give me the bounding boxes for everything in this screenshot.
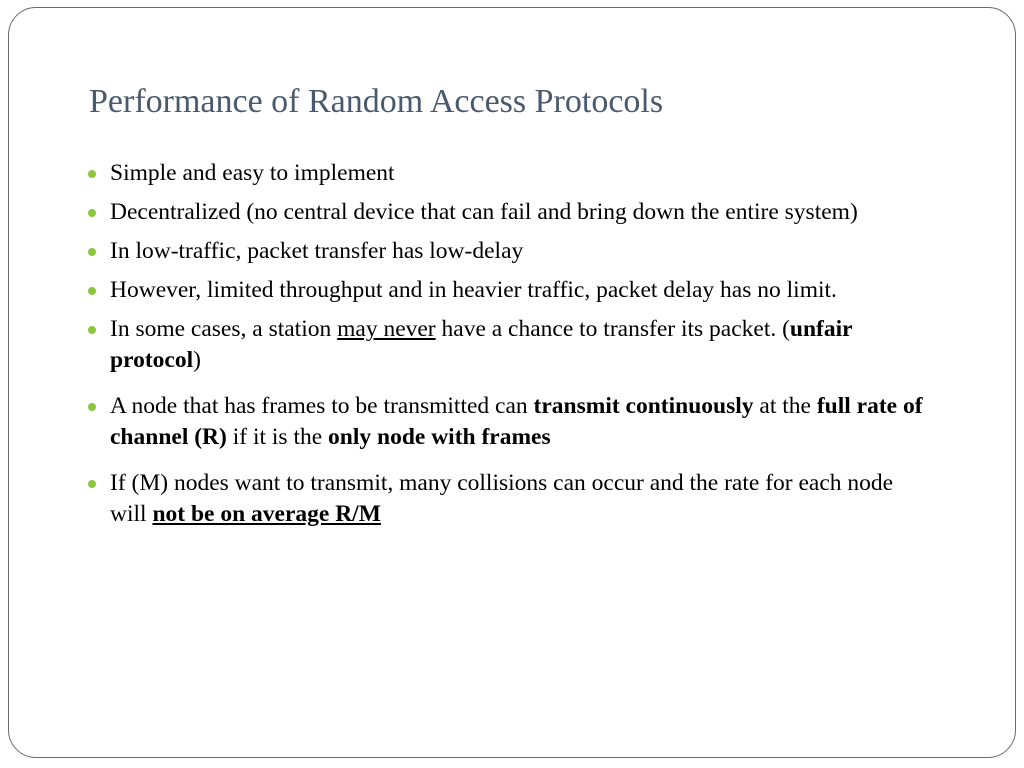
bullet-item-unfair [80, 314, 930, 376]
bold-phrase: only node with frames [328, 424, 551, 450]
bullet-text-part: have a chance to transfer its packet. ( [435, 316, 790, 342]
bullet-dot-icon [88, 170, 96, 178]
bullet-dot-icon [88, 403, 96, 411]
bullet-item-single-node [80, 391, 930, 453]
bullet-item-low-traffic [80, 236, 930, 267]
bullet-item-limited-throughput [80, 275, 930, 306]
bullet-item-simple [80, 158, 930, 189]
bullet-text: Decentralized (no central device that can fail and bring down the entire system) [110, 199, 858, 225]
bullet-text-part: In some cases, a station [110, 316, 338, 342]
bullet-dot-icon [88, 326, 96, 334]
bullet-text-part: if it is the [226, 424, 329, 450]
bullet-dot-icon [88, 209, 96, 217]
bullet-dot-icon [88, 248, 96, 256]
bullet-text: In low-traffic, packet transfer has low-delay [110, 238, 524, 264]
bold-phrase: transmit continuously [533, 393, 754, 419]
bullet-text-part: A node that has frames to be transmitted can [110, 393, 534, 419]
bullet-text: However, limited throughput and in heavier traffic, packet delay has no limit. [110, 277, 837, 303]
bullet-text: Simple and easy to implement [110, 160, 395, 186]
bullet-dot-icon [88, 480, 96, 488]
slide-title: Performance of Random Access Protocols [89, 83, 664, 120]
bullet-text-part: ) [193, 347, 201, 373]
bold-underlined-phrase: not be on average R/M [152, 501, 381, 527]
underlined-phrase: may never [337, 316, 436, 342]
bullet-list [80, 158, 930, 538]
bullet-item-decentralized [80, 197, 930, 228]
bullet-dot-icon [88, 287, 96, 295]
bullet-text-part: If (M) nodes want to transmit, many collisions can occur and the rate for each node will [110, 470, 894, 527]
bold-phrase: unfair protocol [110, 316, 853, 373]
bold-phrase: full rate of channel (R) [110, 393, 923, 450]
slide-frame [8, 7, 1016, 758]
bullet-text-part: at the [753, 393, 817, 419]
bullet-item-collisions [80, 468, 930, 530]
